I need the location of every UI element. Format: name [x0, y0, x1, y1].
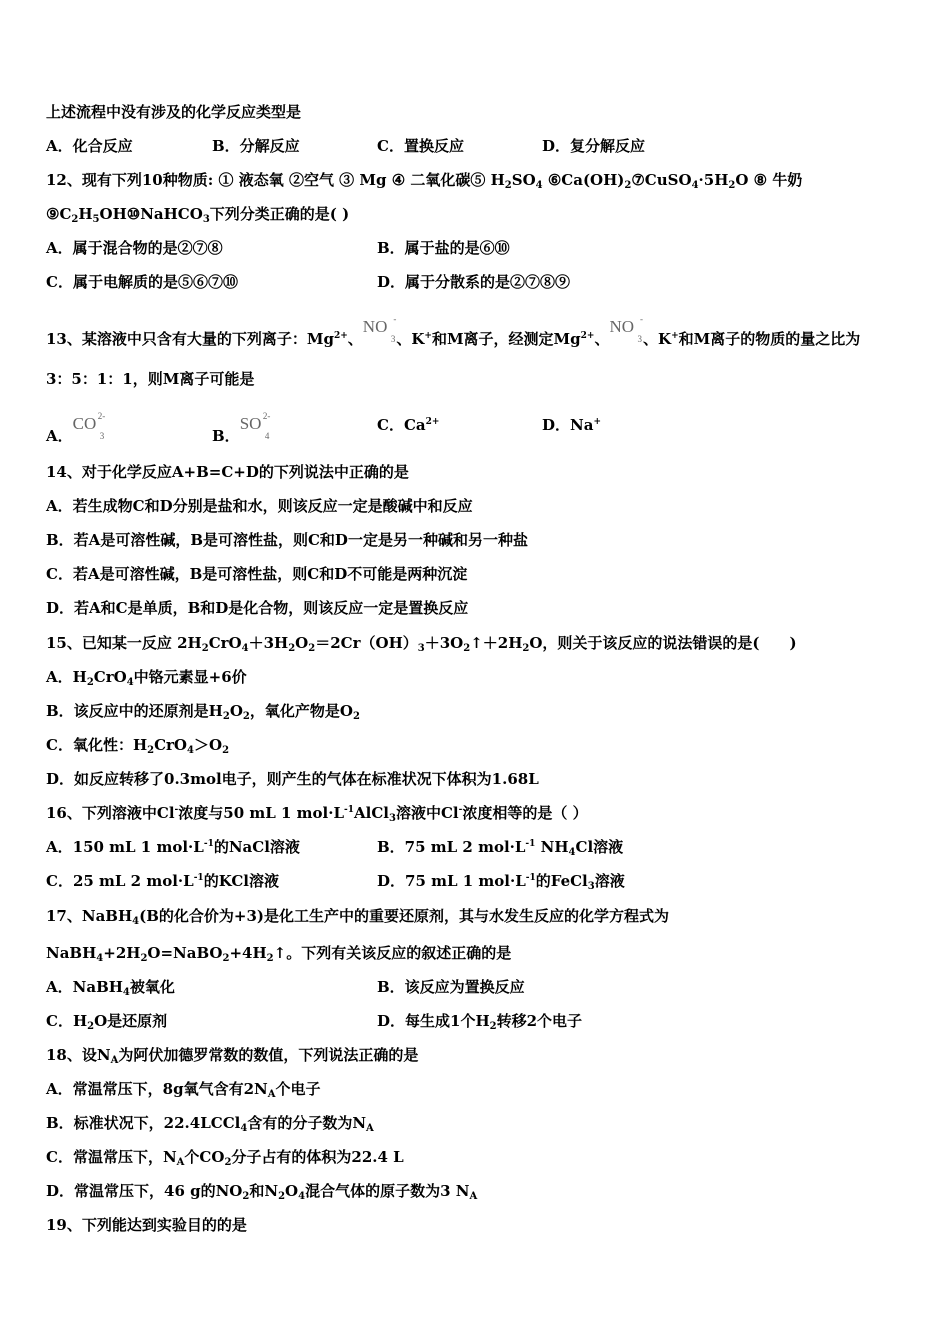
question-17-stem: 17、NaBH$_4$(B的化合价为+3)是化工生产中的重要还原剂，其与水发生反应的化学方程式为: [46, 907, 670, 927]
question-12-stem-line2: $⑨C_2H_5OH⑩NaHCO_3$下列分类正确的是( ): [46, 205, 350, 225]
question-intro-stem: 上述流程中没有涉及的化学反应类型是: [46, 103, 302, 121]
option-a: A．150 mL 1 $mol\cdot L^{-1}$的NaCl溶液: [46, 838, 300, 856]
option-c: C．若A是可溶性碱，B是可溶性盐，则C和D不可能是两种沉淀: [46, 565, 468, 583]
option-a: A．NaBH$_4$被氧化: [46, 978, 175, 998]
option-a: A．属于混合物的是②⑦⑧: [46, 239, 223, 257]
question-18-stem: 18、设$N_A$为阿伏加德罗常数的数值，下列说法正确的是: [46, 1046, 419, 1066]
option-d: D．若A和C是单质，B和D是化合物，则该反应一定是置换反应: [46, 599, 469, 617]
option-a: A．常温常压下，8g氧气含有$2N_A$个电子: [46, 1080, 321, 1100]
option-c: C．氧化性：$H_2CrO_4>O_2$: [46, 736, 230, 756]
option-b: B．分解反应: [212, 137, 300, 155]
option-d: D．Na+: [542, 416, 601, 434]
option-b: B．该反应中的还原剂是$H_2O_2$，氧化产物是$O_2$: [46, 702, 360, 722]
nitrate-ion: NO - 3: [362, 314, 397, 344]
option-c: C．$Ca^{2+}$: [377, 416, 440, 434]
sulfate-ion: SO 2- 4: [239, 411, 271, 441]
nitrate-ion: NO - 3: [609, 314, 644, 344]
option-b: B．标准状况下，22.4LCCl$_4$含有的分子数为$N_A$: [46, 1114, 374, 1134]
question-15-stem: 15、已知某一反应 $2H_2CrO_4+3H_2O_2=2Cr(OH)_3+3O_2↑+2H_2O$，则关于该反应的说法错误的是( ): [46, 634, 797, 654]
option-d: D．复分解反应: [542, 137, 646, 155]
option-c: C．$H_2O$是还原剂: [46, 1012, 168, 1032]
option-b: B．属于盐的是⑥⑩: [377, 239, 510, 257]
option-b: B．SO 2- 4: [212, 411, 271, 445]
question-16-stem: 16、下列溶液中Cl-浓度与50 mL 1 $mol\cdot L^{-1}AlCl_3$溶液中Cl-浓度相等的是（ ）: [46, 804, 588, 824]
option-c: C．常温常压下，$N_A$个$CO_2$分子占有的体积为22.4 L: [46, 1148, 404, 1168]
option-c: C．25 mL 2 $mol\cdot L^{-1}$的KCl溶液: [46, 872, 279, 890]
carbonate-ion: CO 2- 3: [72, 411, 106, 441]
option-d: D．属于分散系的是②⑦⑧⑨: [377, 273, 571, 291]
option-b: B．75 mL 2 $mol\cdot L^{-1}$ $NH_4Cl$溶液: [377, 838, 624, 858]
option-b: B．该反应为置换反应: [377, 978, 525, 996]
option-d: D．每生成1个$H_2$转移2个电子: [377, 1012, 583, 1032]
option-a: A．若生成物C和D分别是盐和水，则该反应一定是酸碱中和反应: [46, 497, 473, 515]
option-b: B．若A是可溶性碱，B是可溶性盐，则C和D一定是另一种碱和另一种盐: [46, 531, 528, 549]
option-d: D．常温常压下，46 g的$NO_2$和$N_2O_4$混合气体的原子数为3 $N_A$: [46, 1182, 478, 1202]
question-13-stem-line2: 3：5：1：1，则M离子可能是: [46, 370, 255, 388]
option-a: A．CO 2- 3: [46, 411, 106, 445]
option-d: D．如反应转移了0.3mol电子，则产生的气体在标准状况下体积为1.68L: [46, 770, 539, 788]
question-17-equation: $NaBH_4+2H_2O=NaBO_2+4H_2↑$。下列有关该反应的叙述正确的是: [46, 944, 512, 964]
option-a: A．化合反应: [46, 137, 133, 155]
question-19-stem: 19、下列能达到实验目的的是: [46, 1216, 247, 1234]
question-14-stem: 14、对于化学反应A+B=C+D的下列说法中正确的是: [46, 463, 409, 481]
option-c: C．置换反应: [377, 137, 464, 155]
option-d: D．75 mL 1 $mol\cdot L^{-1}$的FeCl$_3$溶液: [377, 872, 625, 892]
question-12-stem: 12、现有下列10种物质: ① 液态氧 ②空气 ③ Mg ④ 二氧化碳⑤ $H_2SO_4$ $⑥Ca(OH)_2⑦CuSO_4\cdot 5H_2O$ ⑧ 牛奶: [46, 171, 803, 191]
question-13-stem: 13、某溶液中只含有大量的下列离子：$Mg^{2+}$、NO - 3 、K+和M离子，经测定$Mg^{2+}$、NO - 3 、K+和M离子的物质的量之比为: [46, 314, 861, 348]
option-a: A．$H_2CrO_4$中铬元素显+6价: [46, 668, 247, 688]
option-c: C．属于电解质的是⑤⑥⑦⑩: [46, 273, 238, 291]
